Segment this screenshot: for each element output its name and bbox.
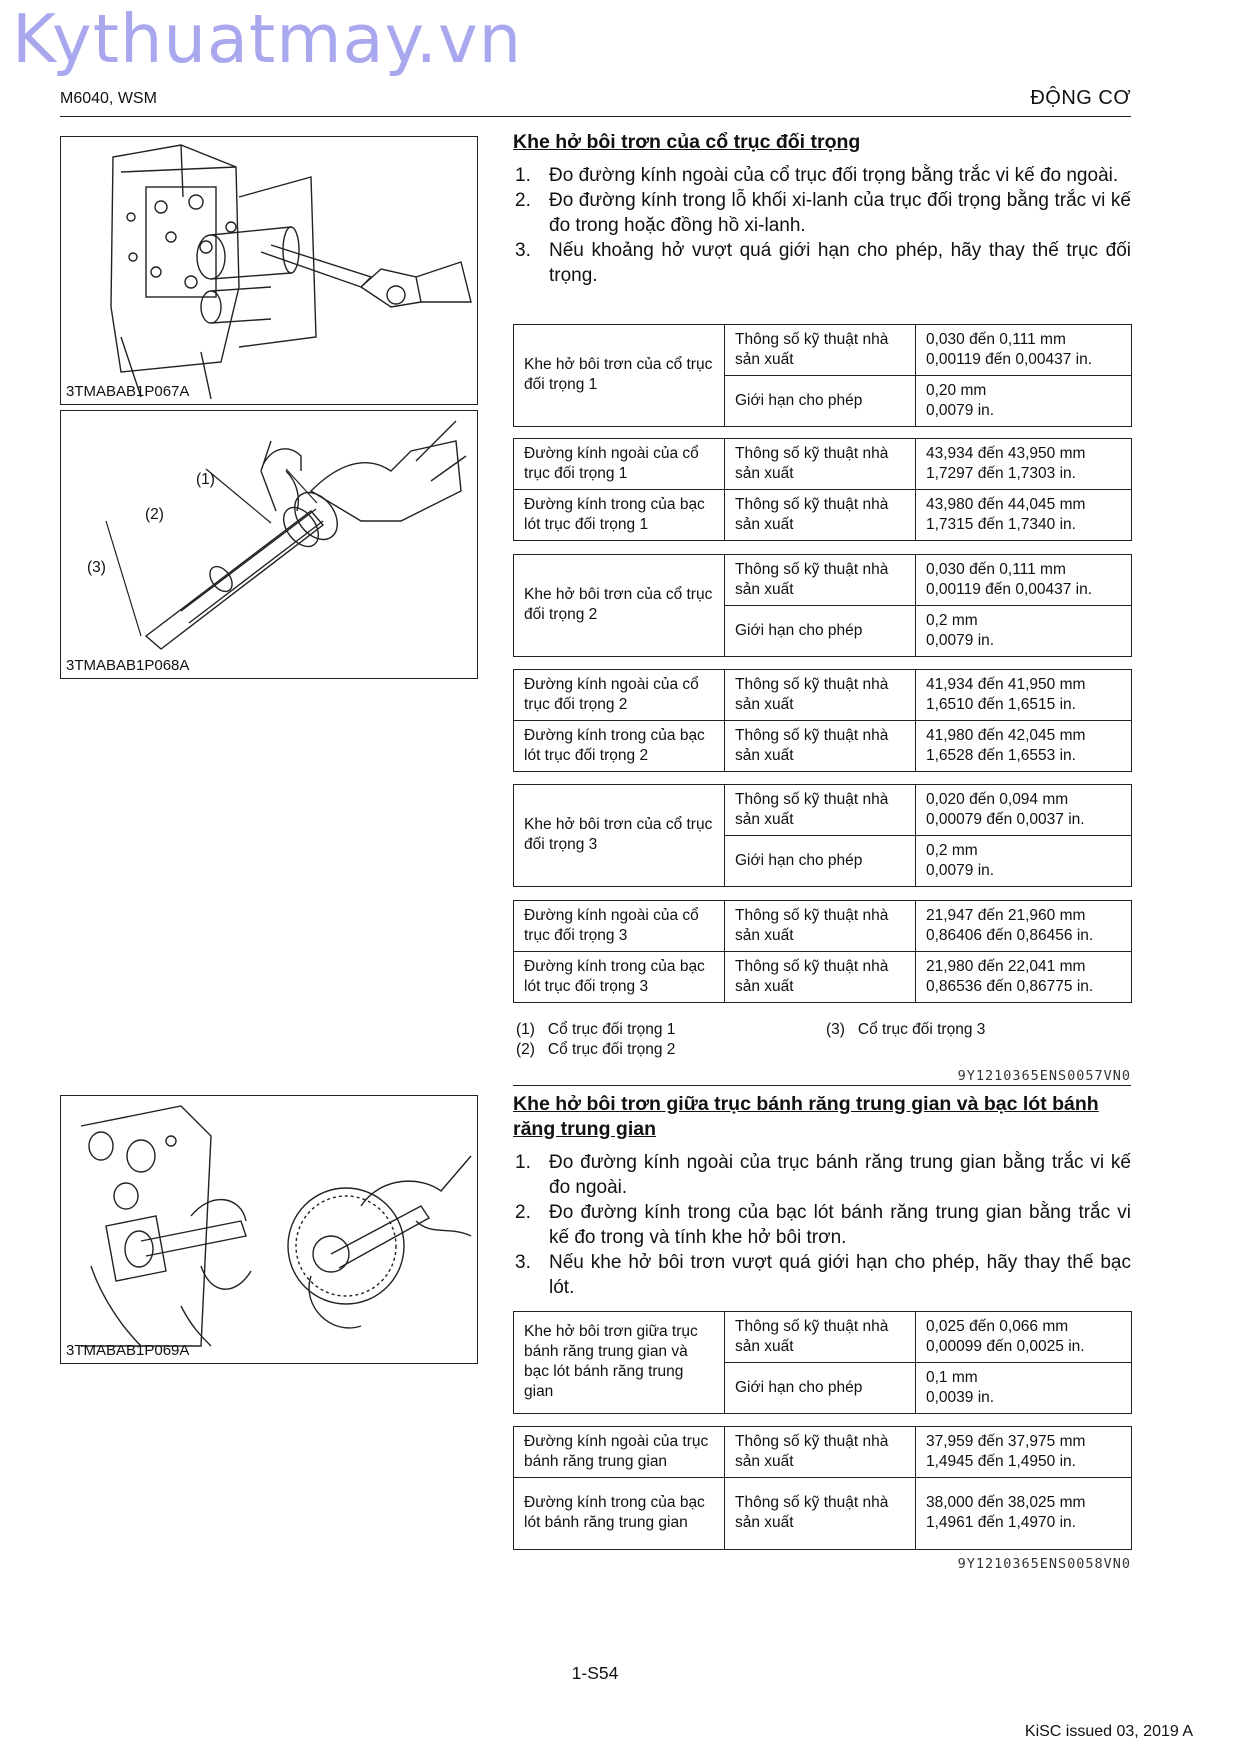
figure-caption: 3TMABAB1P069A xyxy=(66,1342,190,1359)
step-text: Đo đường kính trong của bạc lót bánh răng trung gian bằng trắc vi kế đo trong và tính khe hở bôi trơn. xyxy=(549,1202,1131,1248)
spec-label: Thông số kỹ thuật nhà sản xuất xyxy=(725,785,916,836)
header-section: ĐỘNG CƠ xyxy=(1030,87,1131,109)
step-item xyxy=(513,163,1131,188)
legend-item: (3) Cổ trục đối trọng 3 xyxy=(826,1021,986,1038)
spec-value: 41,934 đến 41,950 mm 1,6510 đến 1,6515 in. xyxy=(916,670,1132,721)
figure-idle-gear xyxy=(60,1095,478,1364)
spec-value: 0,020 đến 0,094 mm 0,00079 đến 0,0037 in. xyxy=(916,785,1132,836)
spec-label: Thông số kỹ thuật nhà sản xuất xyxy=(725,721,916,772)
spec-value: 38,000 đến 38,025 mm 1,4961 đến 1,4970 in. xyxy=(916,1478,1132,1550)
spec-label: Thông số kỹ thuật nhà sản xuất xyxy=(725,439,916,490)
spec-label: Thông số kỹ thuật nhà sản xuất xyxy=(725,325,916,376)
figure-label-2: (2) xyxy=(145,506,164,523)
step-text: Nếu khoảng hở vượt quá giới hạn cho phép, hãy thay thế trục đối trọng. xyxy=(549,240,1131,286)
spec-label: Thông số kỹ thuật nhà sản xuất xyxy=(725,1427,916,1478)
document-code: 9Y1210365ENS0057VN0 xyxy=(957,1068,1131,1084)
section1-steps xyxy=(513,163,1131,288)
step-number: 3. xyxy=(515,240,531,261)
balancer-shaft-illustration xyxy=(61,411,477,678)
spec-label: Thông số kỹ thuật nhà sản xuất xyxy=(725,670,916,721)
step-text: Đo đường kính trong lỗ khối xi-lanh của trục đối trọng bằng trắc vi kế đo trong hoặc đồng hồ xi-lanh. xyxy=(549,190,1131,236)
page-number: 1-S54 xyxy=(571,1663,619,1683)
spec-label: Thông số kỹ thuật nhà sản xuất xyxy=(725,952,916,1003)
figure-label-1: (1) xyxy=(196,471,215,488)
spec-table-diameter-3 xyxy=(513,900,1132,1003)
spec-value: 21,980 đến 22,041 mm 0,86536 đến 0,86775 in. xyxy=(916,952,1132,1003)
step-item xyxy=(513,1150,1131,1200)
step-item xyxy=(513,188,1131,238)
section2-steps xyxy=(513,1150,1131,1300)
spec-label: Thông số kỹ thuật nhà sản xuất xyxy=(725,555,916,606)
spec-table-clearance-2 xyxy=(513,554,1132,657)
limit-value: 0,20 mm 0,0079 in. xyxy=(916,376,1132,427)
table-label: Khe hở bôi trơn của cổ trục đối trọng 1 xyxy=(514,325,725,427)
step-number: 2. xyxy=(515,1202,531,1223)
table-label: Khe hở bôi trơn của cổ trục đối trọng 3 xyxy=(514,785,725,887)
spec-value: 0,025 đến 0,066 mm 0,00099 đến 0,0025 in. xyxy=(916,1312,1132,1363)
legend-item: (2) Cổ trục đối trọng 2 xyxy=(516,1041,676,1058)
spec-value: 37,959 đến 37,975 mm 1,4945 đến 1,4950 in. xyxy=(916,1427,1132,1478)
limit-value: 0,1 mm 0,0039 in. xyxy=(916,1363,1132,1414)
spec-table-clearance-1 xyxy=(513,324,1132,427)
section2-heading: Khe hở bôi trơn giữa trục bánh răng trung gian và bạc lót bánh răng trung gian xyxy=(513,1093,1099,1140)
figure-shaft xyxy=(60,410,478,679)
step-item xyxy=(513,1200,1131,1250)
spec-label: Thông số kỹ thuật nhà sản xuất xyxy=(725,490,916,541)
step-item xyxy=(513,1250,1131,1300)
step-number: 1. xyxy=(515,1152,531,1173)
row-label: Đường kính ngoài của cổ trục đối trọng 3 xyxy=(514,901,725,952)
spec-value: 21,947 đến 21,960 mm 0,86406 đến 0,86456 in. xyxy=(916,901,1132,952)
figure-caption: 3TMABAB1P068A xyxy=(66,657,190,674)
section-divider xyxy=(513,1085,1131,1086)
spec-value: 43,934 đến 43,950 mm 1,7297 đến 1,7303 in. xyxy=(916,439,1132,490)
row-label: Đường kính ngoài của cổ trục đối trọng 2 xyxy=(514,670,725,721)
row-label: Đường kính ngoài của cổ trục đối trọng 1 xyxy=(514,439,725,490)
spec-table-idle-gear-diameter xyxy=(513,1426,1132,1550)
spec-table-idle-gear-clearance xyxy=(513,1311,1132,1414)
step-text: Đo đường kính ngoài của trục bánh răng trung gian bằng trắc vi kế đo ngoài. xyxy=(549,1152,1131,1198)
limit-label: Giới hạn cho phép xyxy=(725,606,916,657)
footer-issue: KiSC issued 03, 2019 A xyxy=(1024,1723,1193,1740)
limit-value: 0,2 mm 0,0079 in. xyxy=(916,606,1132,657)
document-code: 9Y1210365ENS0058VN0 xyxy=(957,1556,1131,1572)
row-label: Đường kính trong của bạc lót trục đối trọng 1 xyxy=(514,490,725,541)
step-text: Đo đường kính ngoài của cổ trục đối trọng bằng trắc vi kế đo ngoài. xyxy=(549,165,1119,186)
row-label: Đường kính trong của bạc lót trục đối trọng 2 xyxy=(514,721,725,772)
spec-table-diameter-2 xyxy=(513,669,1132,772)
figure-engine-measure xyxy=(60,136,478,405)
spec-value: 41,980 đến 42,045 mm 1,6528 đến 1,6553 in. xyxy=(916,721,1132,772)
spec-table-diameter-1 xyxy=(513,438,1132,541)
row-label: Đường kính trong của bạc lót bánh răng trung gian xyxy=(514,1478,725,1550)
header-divider xyxy=(60,116,1131,117)
limit-label: Giới hạn cho phép xyxy=(725,376,916,427)
spec-label: Thông số kỹ thuật nhà sản xuất xyxy=(725,1312,916,1363)
step-number: 2. xyxy=(515,190,531,211)
spec-value: 43,980 đến 44,045 mm 1,7315 đến 1,7340 in. xyxy=(916,490,1132,541)
step-text: Nếu khe hở bôi trơn vượt quá giới hạn cho phép, hãy thay thế bạc lót. xyxy=(549,1252,1131,1298)
legend-item: (1) Cổ trục đối trọng 1 xyxy=(516,1021,676,1038)
limit-label: Giới hạn cho phép xyxy=(725,1363,916,1414)
limit-label: Giới hạn cho phép xyxy=(725,836,916,887)
limit-value: 0,2 mm 0,0079 in. xyxy=(916,836,1132,887)
step-number: 3. xyxy=(515,1252,531,1273)
spec-label: Thông số kỹ thuật nhà sản xuất xyxy=(725,901,916,952)
section1-heading: Khe hở bôi trơn của cổ trục đối trọng xyxy=(513,131,861,153)
engine-block-illustration xyxy=(61,137,477,404)
spec-table-clearance-3 xyxy=(513,784,1132,887)
spec-value: 0,030 đến 0,111 mm 0,00119 đến 0,00437 in. xyxy=(916,555,1132,606)
table-label: Khe hở bôi trơn giữa trục bánh răng trung gian và bạc lót bánh răng trung gian xyxy=(514,1312,725,1414)
header-model: M6040, WSM xyxy=(60,90,157,107)
step-item xyxy=(513,238,1131,288)
spec-label: Thông số kỹ thuật nhà sản xuất xyxy=(725,1478,916,1550)
watermark-logo: Kythuatmay.vn xyxy=(12,0,523,78)
spec-value: 0,030 đến 0,111 mm 0,00119 đến 0,00437 in. xyxy=(916,325,1132,376)
step-number: 1. xyxy=(515,165,531,186)
figure-label-3: (3) xyxy=(87,559,106,576)
row-label: Đường kính trong của bạc lót trục đối trọng 3 xyxy=(514,952,725,1003)
figure-caption: 3TMABAB1P067A xyxy=(66,383,190,400)
table-label: Khe hở bôi trơn của cổ trục đối trọng 2 xyxy=(514,555,725,657)
idle-gear-illustration xyxy=(61,1096,477,1363)
row-label: Đường kính ngoài của trục bánh răng trung gian xyxy=(514,1427,725,1478)
